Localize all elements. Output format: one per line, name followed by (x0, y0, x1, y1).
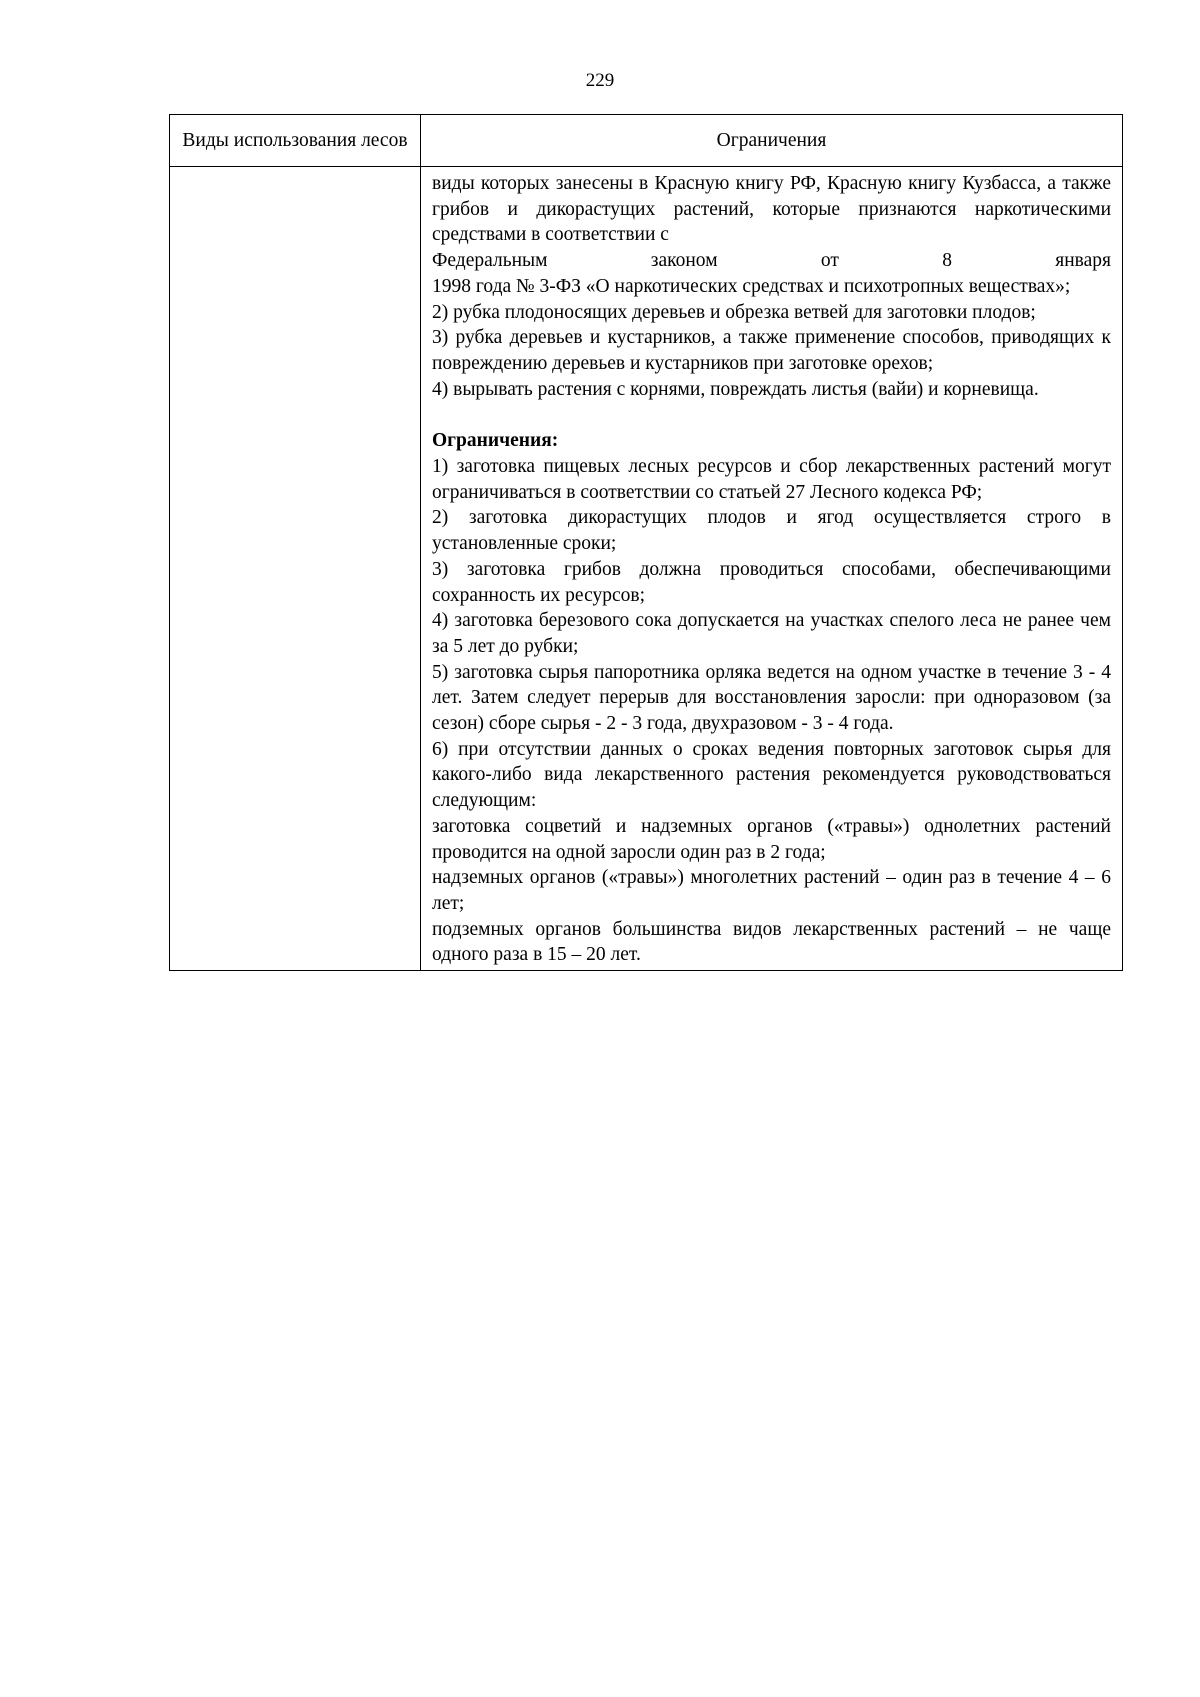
paragraph-item-2-fruit-trees: 2) рубка плодоносящих деревьев и обрезка ветвей для заготовки плодов; (432, 301, 1036, 323)
forest-use-cell (170, 167, 421, 971)
restrictions-cell (421, 167, 1123, 971)
paragraph-restriction-3: 3) заготовка грибов должна проводиться способами, обеспечивающими сохранность их ресурсов; (432, 558, 1111, 606)
restrictions-table (169, 114, 1123, 971)
header-forest-use-types: Виды использования лесов (170, 115, 421, 167)
paragraph-law-title: 1998 года № 3-ФЗ «О наркотических средствах и психотропных веществах»; (432, 275, 1071, 297)
paragraph-restriction-4: 4) заготовка березового сока допускается на участках спелого леса не ранее чем за 5 лет до рубки; (432, 610, 1111, 657)
paragraph-restriction-6: 6) при отсутствии данных о сроках ведения повторных заготовок сырья для какого-либо вида лекарственного растения рекомендуется руководствоваться следующим: (432, 738, 1111, 812)
table-header-row (170, 115, 1123, 167)
paragraph-restriction-1: 1) заготовка пищевых лесных ресурсов и сбор лекарственных растений могут ограничиваться в соответствии со статьей 27 Лесного кодекса РФ; (432, 456, 1111, 503)
paragraph-item-3-shrubs: 3) рубка деревьев и кустарников, а также применение способов, приводящих к повреждению деревьев и кустарников при заготовке орехов; (432, 327, 1111, 374)
paragraph-perennial-plants: надземных органов («травы») многолетних растений – один раз в течение 4 – 6 лет; (432, 867, 1111, 914)
page-number: 229 (585, 70, 615, 91)
paragraph-annual-plants: заготовка соцветий и надземных органов («травы») однолетних растений проводится на одной заросли один раз в 2 года; (432, 815, 1111, 863)
header-restrictions: Ограничения (421, 115, 1123, 167)
paragraph-red-book: виды которых занесены в Красную книгу РФ, Красную книгу Кузбасса, а также грибов и дикорастущих растений, которые признаются наркотическими средствами в соответствии с (432, 173, 1111, 246)
paragraph-item-4-roots: 4) вырывать растения с корнями, повреждать листья (вайи) и корневища. (432, 378, 1039, 400)
paragraph-federal-law: Федеральным законом от 8 января (432, 250, 1111, 272)
paragraph-restriction-2: 2) заготовка дикорастущих плодов и ягод осуществляется строго в установленные сроки; (432, 507, 1111, 555)
paragraph-restriction-5: 5) заготовка сырья папоротника орляка ведется на одном участке в течение 3 - 4 лет. Затем следует перерыв для восстановления заросли: при одноразовом (за сезон) сборе сырья - 2 - 3 года, двухразовом - 3 - 4 года. (432, 661, 1111, 735)
restrictions-heading: Ограничения: (432, 430, 559, 452)
paragraph-underground-organs: подземных органов большинства видов лекарственных растений – не чаще одного раза в 15 – 20 лет. (432, 918, 1111, 966)
table-row (170, 167, 1123, 971)
paragraph-spacer (432, 402, 1111, 428)
